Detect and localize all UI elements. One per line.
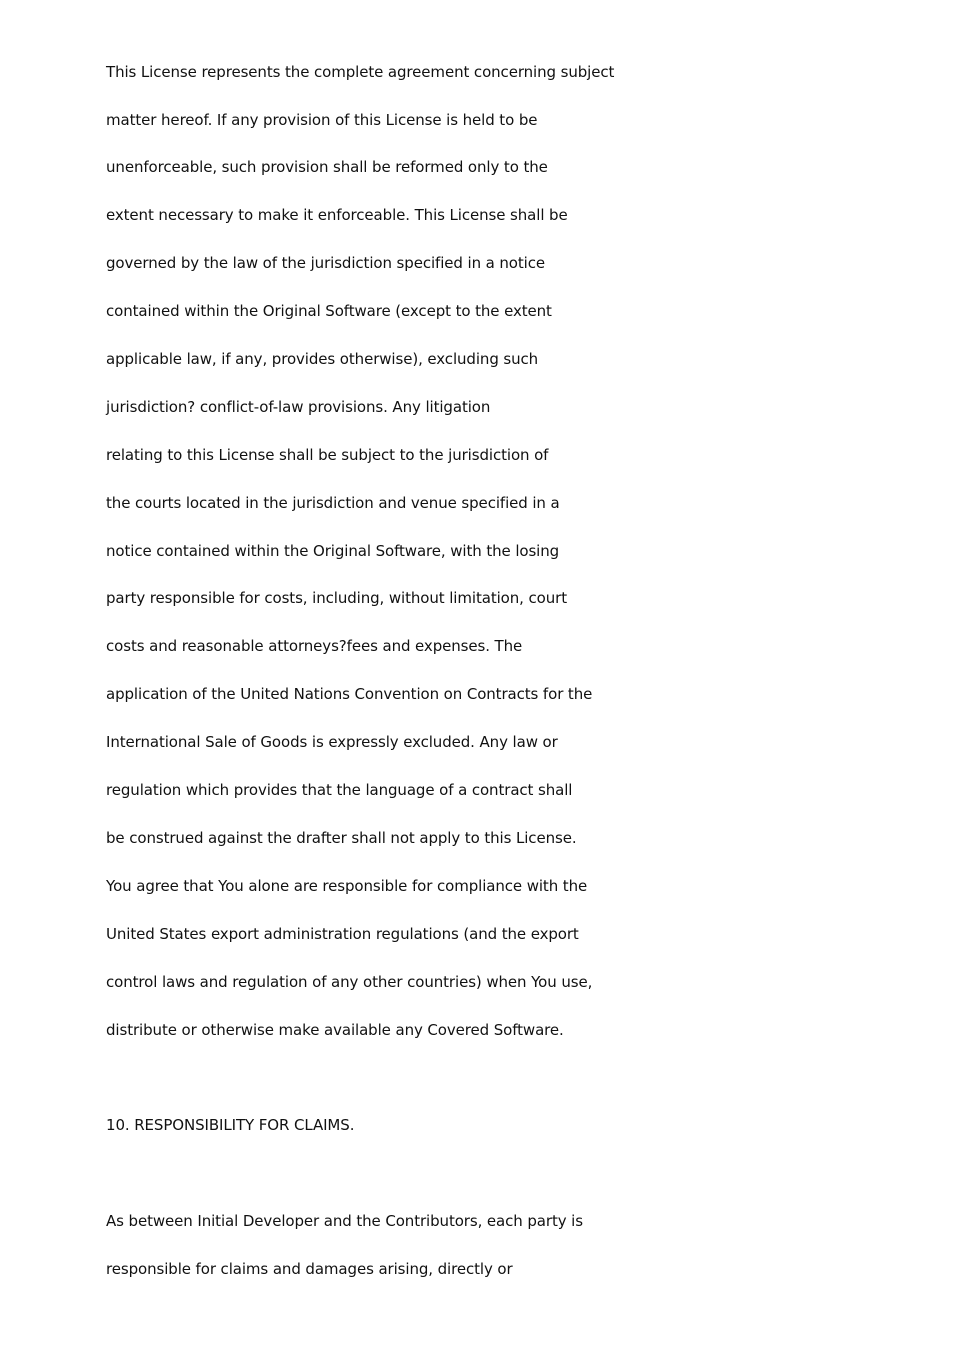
paragraph-line: control laws and regulation of any other countries) when You use, <box>106 973 593 991</box>
paragraph-line: You agree that You alone are responsible for compliance with the <box>106 877 588 895</box>
paragraph-line: be construed against the drafter shall not apply to this License. <box>106 829 577 847</box>
paragraph-line: United States export administration regulations (and the export <box>106 925 579 943</box>
section-heading: 10. RESPONSIBILITY FOR CLAIMS. <box>106 1116 355 1134</box>
paragraph-line: extent necessary to make it enforceable. This License shall be <box>106 206 568 224</box>
paragraph-line: unenforceable, such provision shall be reformed only to the <box>106 158 548 176</box>
paragraph-line: costs and reasonable attorneys?fees and expenses. The <box>106 637 523 655</box>
paragraph-line: notice contained within the Original Software, with the losing <box>106 542 560 560</box>
paragraph-line: matter hereof. If any provision of this License is held to be <box>106 111 538 129</box>
paragraph-line: This License represents the complete agreement concerning subject <box>106 63 615 81</box>
paragraph-line: the courts located in the jurisdiction and venue specified in a <box>106 494 560 512</box>
paragraph-line: governed by the law of the jurisdiction specified in a notice <box>106 254 546 272</box>
paragraph-line: applicable law, if any, provides otherwise), excluding such <box>106 350 539 368</box>
paragraph-line: application of the United Nations Convention on Contracts for the <box>106 685 593 703</box>
paragraph-line: distribute or otherwise make available any Covered Software. <box>106 1021 564 1039</box>
paragraph-line: regulation which provides that the language of a contract shall <box>106 781 573 799</box>
paragraph-line: party responsible for costs, including, without limitation, court <box>106 589 567 607</box>
paragraph-line: jurisdiction? conflict-of-law provisions. Any litigation <box>106 398 491 416</box>
paragraph-line: contained within the Original Software (except to the extent <box>106 302 552 320</box>
paragraph-line: International Sale of Goods is expressly excluded. Any law or <box>106 733 558 751</box>
paragraph-line: relating to this License shall be subject to the jurisdiction of <box>106 446 549 464</box>
paragraph-line: As between Initial Developer and the Contributors, each party is <box>106 1212 583 1230</box>
paragraph-line: responsible for claims and damages arising, directly or <box>106 1260 513 1278</box>
